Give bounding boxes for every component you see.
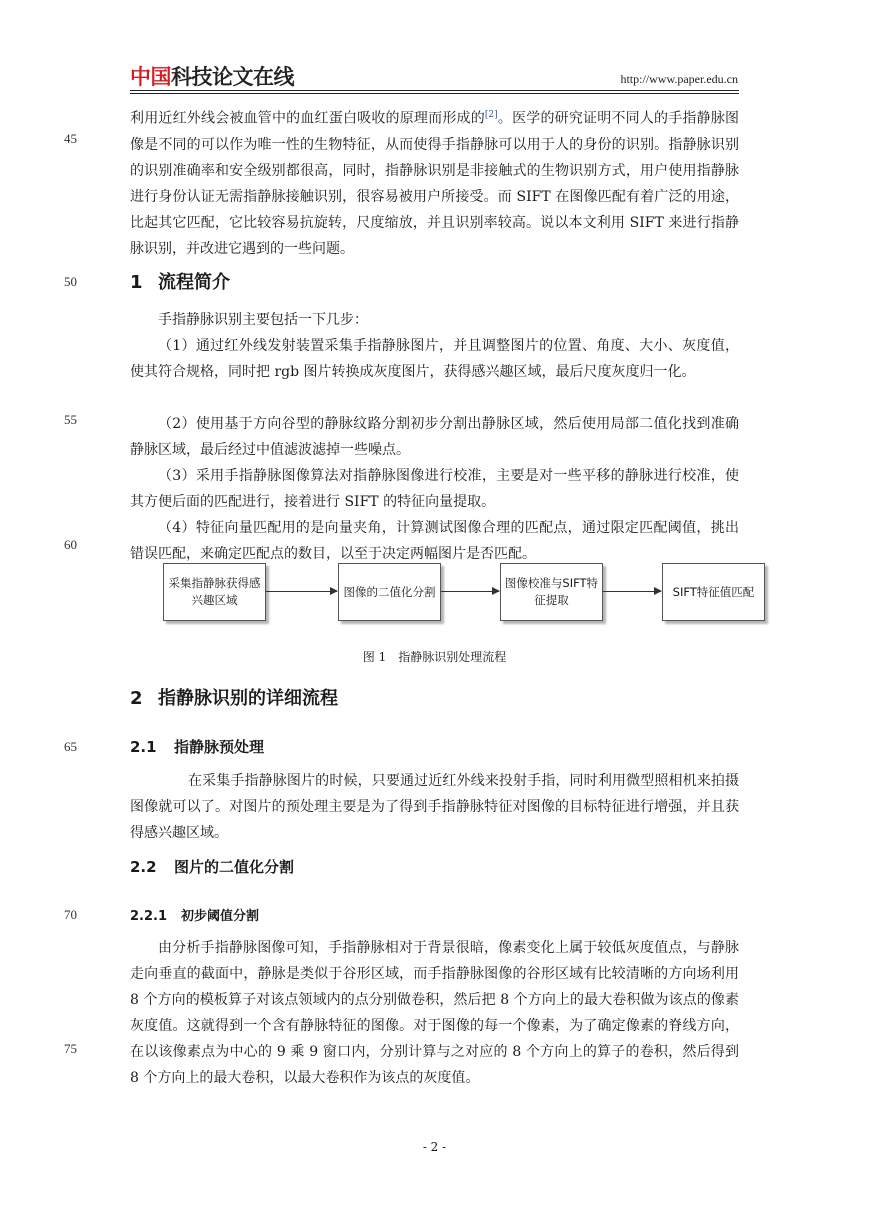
page-number: - 2 -: [422, 1140, 447, 1154]
line-number: 50: [64, 274, 77, 289]
section1-lead: 手指静脉识别主要包括一下几步：: [158, 312, 368, 328]
subsubsection-heading: [130, 905, 259, 924]
subsection-title: 指静脉预处理: [174, 738, 265, 756]
step-paragraph: （2）使用基于方向谷型的静脉纹路分割初步分割出静脉区域，然后使用局部二值化找到准确静脉区域，最后经过中值滤波滤掉一些噪点。: [130, 416, 739, 458]
subsubsection-title: 初步阈值分割: [181, 909, 260, 924]
line-number: 70: [64, 907, 77, 922]
flow-arrow: [603, 591, 661, 592]
intro-text-before-ref: 利用近红外线会被血管中的血红蛋白吸收的原理而形成的: [130, 110, 485, 127]
logo-black-text: 科技论文在线: [171, 65, 294, 89]
line-number: 75: [64, 1041, 77, 1056]
citation-link[interactable]: [2]: [484, 110, 498, 120]
line-number: 60: [64, 537, 77, 552]
step-paragraph: （1）通过红外线发射装置采集手指静脉图片，并且调整图片的位置、角度、大小、灰度值，使其符合规格，同时把 rgb 图片转换成灰度图片，获得感兴趣区域，最后尺度灰度归一化。: [130, 338, 739, 380]
line-number: 55: [64, 412, 77, 427]
subsection-number: 2.2: [130, 858, 157, 876]
section-number: 2: [130, 688, 143, 709]
header-url[interactable]: http://www.paper.edu.cn: [620, 72, 738, 86]
figure-caption: 图 1 指静脉识别处理流程: [362, 650, 507, 664]
header-rule-thin: [130, 93, 739, 94]
subsection-heading: [130, 736, 264, 757]
logo-red-text: 中国: [130, 65, 171, 89]
journal-logo: [130, 64, 294, 90]
subsubsection-number: 2.2.1: [130, 909, 168, 924]
flow-box-acquire: 采集指静脉获得感兴趣区域: [163, 563, 266, 621]
step-paragraph: （4）特征向量匹配用的是向量夹角，计算测试图像合理的匹配点，通过限定匹配阈值，挑出错误匹配，来确定匹配点的数目，以至于决定两幅图片是否匹配。: [130, 520, 739, 562]
flow-arrow: [266, 591, 337, 592]
subsection-heading: [130, 856, 294, 877]
line-number: 45: [64, 131, 77, 146]
line-number: 65: [64, 739, 77, 754]
threshold-paragraph: 由分析手指静脉图像可知，手指静脉相对于背景很暗，像素变化上属于较低灰度值点，与静脉走向垂直的截面中，静脉是类似于谷形区域，而手指静脉图像的谷形区域有比较清晰的方向场利用 8 个方向的模板算子对该点领域内的点分别做卷积，然后把 8 个方向上的最大卷积做为该点的像素灰度值。这就得到一个含有静脉特征的图像。对于图像的每一个像素，为了确定像素的脊线方向，在以该像素点为中心的 9 乘 9 窗口内，分别计算与之对应的 8 个方向上的算子的卷积，然后得到 8 个方向上的最大卷积，以最大卷积作为该点的灰度值。: [130, 940, 739, 1086]
flow-box-binarize: 图像的二值化分割: [338, 563, 441, 621]
subsection-title: 图片的二值化分割: [174, 858, 295, 876]
flow-arrow: [441, 591, 499, 592]
section-heading: [130, 268, 230, 294]
subsection-number: 2.1: [130, 738, 157, 756]
flow-box-match: SIFT特征值匹配: [662, 563, 765, 621]
section-title: 指静脉识别的详细流程: [158, 688, 338, 709]
intro-text-after-ref: 。医学的研究证明不同人的手指静脉图像是不同的可以作为唯一性的生物特征，从而使得手指静脉可以用于人的身份的识别。指静脉识别的识别准确率和安全级别都很高，同时，指静脉识别是非接触式的生物识别方式，用户使用指静脉进行身份认证无需指静脉接触识别，很容易被用户所接受。而 SIFT 在图像匹配有着广泛的用途，比起其它匹配，它比较容易抗旋转，尺度缩放，并且识别率较高。说以本文利用 SIFT 来进行指静脉识别，并改进它遇到的一些问题。: [130, 110, 740, 257]
step-paragraph: （3）采用手指静脉图像算法对指静脉图像进行校准，主要是对一些平移的静脉进行校准，使其方便后面的匹配进行，接着进行 SIFT 的特征向量提取。: [130, 468, 739, 510]
intro-paragraph: [130, 102, 739, 262]
section-number: 1: [130, 272, 143, 293]
header-rule: [130, 90, 739, 91]
section-title: 流程简介: [158, 272, 230, 293]
flow-box-calibrate: 图像校准与SIFT特征提取: [500, 563, 603, 621]
preprocess-paragraph: 在采集手指静脉图片的时候，只要通过近红外线来投射手指，同时利用微型照相机来拍摄图像就可以了。对图片的预处理主要是为了得到手指静脉特征对图像的目标特征进行增强，并且获得感兴趣区域。: [130, 773, 739, 841]
section-heading: [130, 684, 338, 710]
